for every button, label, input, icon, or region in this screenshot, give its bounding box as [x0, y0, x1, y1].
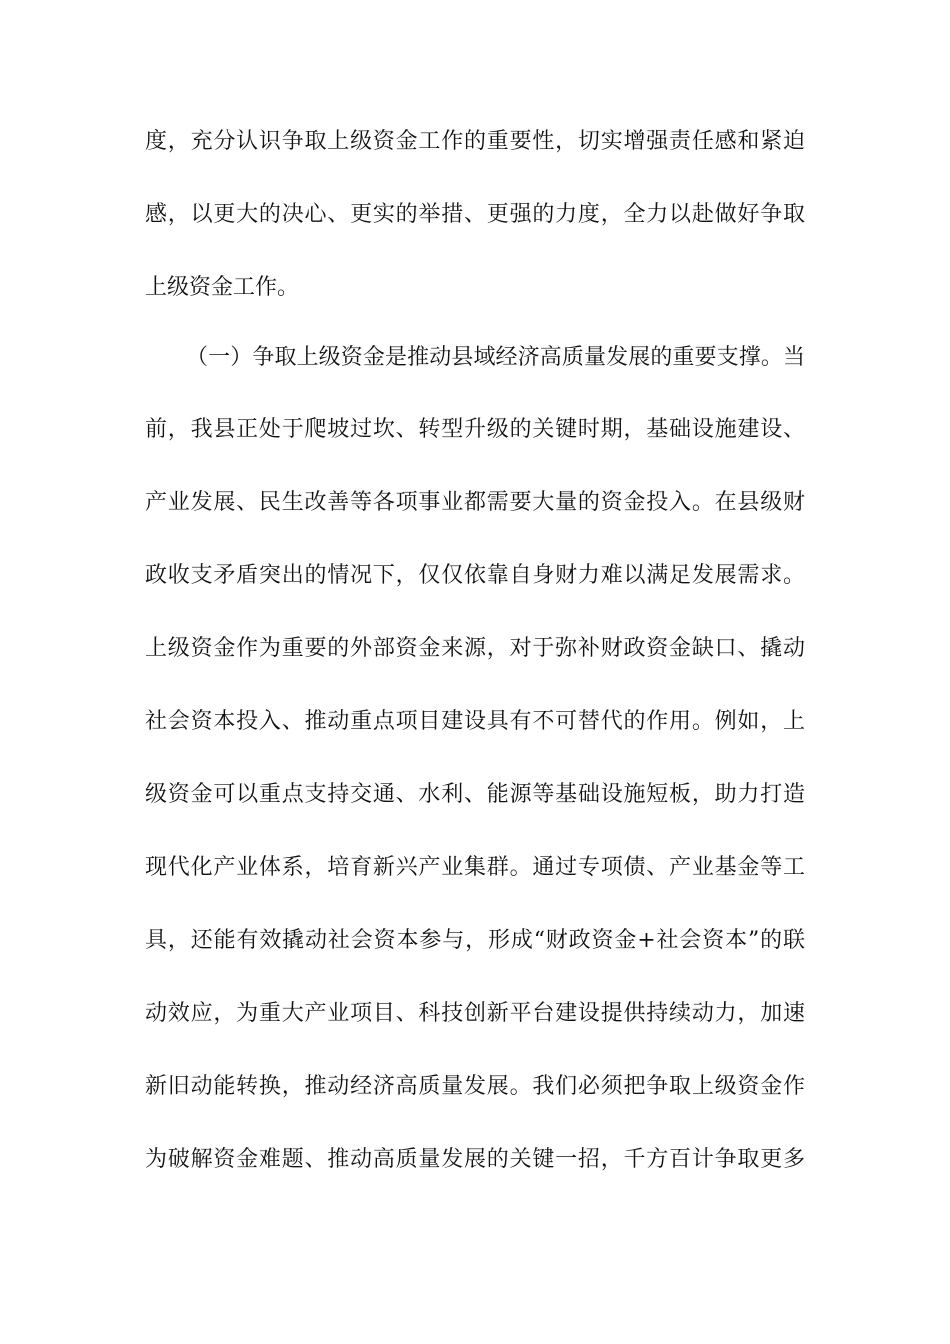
- section-heading-line: （一）争取上级资金是推动县域经济高质量发展的重要支撑。当: [186, 345, 805, 370]
- paragraph-line-6: 产业发展、民生改善等各项事业都需要大量的资金投入。在县级财: [145, 490, 805, 515]
- paragraph-line-11: 现代化产业体系，培育新兴产业集群。通过专项债、产业基金等工: [145, 855, 805, 880]
- paragraph-line-3: 上级资金工作。: [145, 275, 300, 300]
- paragraph-line-15: 为破解资金难题、推动高质量发展的关键一招，千方百计争取更多: [145, 1147, 805, 1172]
- paragraph-line-8: 上级资金作为重要的外部资金来源，对于弥补财政资金缺口、撬动: [145, 636, 805, 661]
- paragraph-line-9: 社会资本投入、推动重点项目建设具有不可替代的作用。例如，上: [145, 709, 805, 734]
- paragraph-line-7: 政收支矛盾突出的情况下，仅仅依靠自身财力难以满足发展需求。: [145, 563, 805, 588]
- paragraph-line-2: 感，以更大的决心、更实的举措、更强的力度，全力以赴做好争取: [145, 202, 805, 227]
- paragraph-line-1: 度，充分认识争取上级资金工作的重要性，切实增强责任感和紧迫: [145, 129, 805, 154]
- paragraph-line-10: 级资金可以重点支持交通、水利、能源等基础设施短板，助力打造: [145, 782, 805, 807]
- paragraph-line-14: 新旧动能转换，推动经济高质量发展。我们必须把争取上级资金作: [145, 1074, 805, 1099]
- paragraph-line-13: 动效应，为重大产业项目、科技创新平台建设提供持续动力，加速: [145, 1001, 805, 1026]
- paragraph-line-5: 前，我县正处于爬坡过坎、转型升级的关键时期，基础设施建设、: [145, 417, 805, 442]
- paragraph-line-12: 具，还能有效撬动社会资本参与，形成“财政资金+社会资本”的联: [145, 928, 805, 953]
